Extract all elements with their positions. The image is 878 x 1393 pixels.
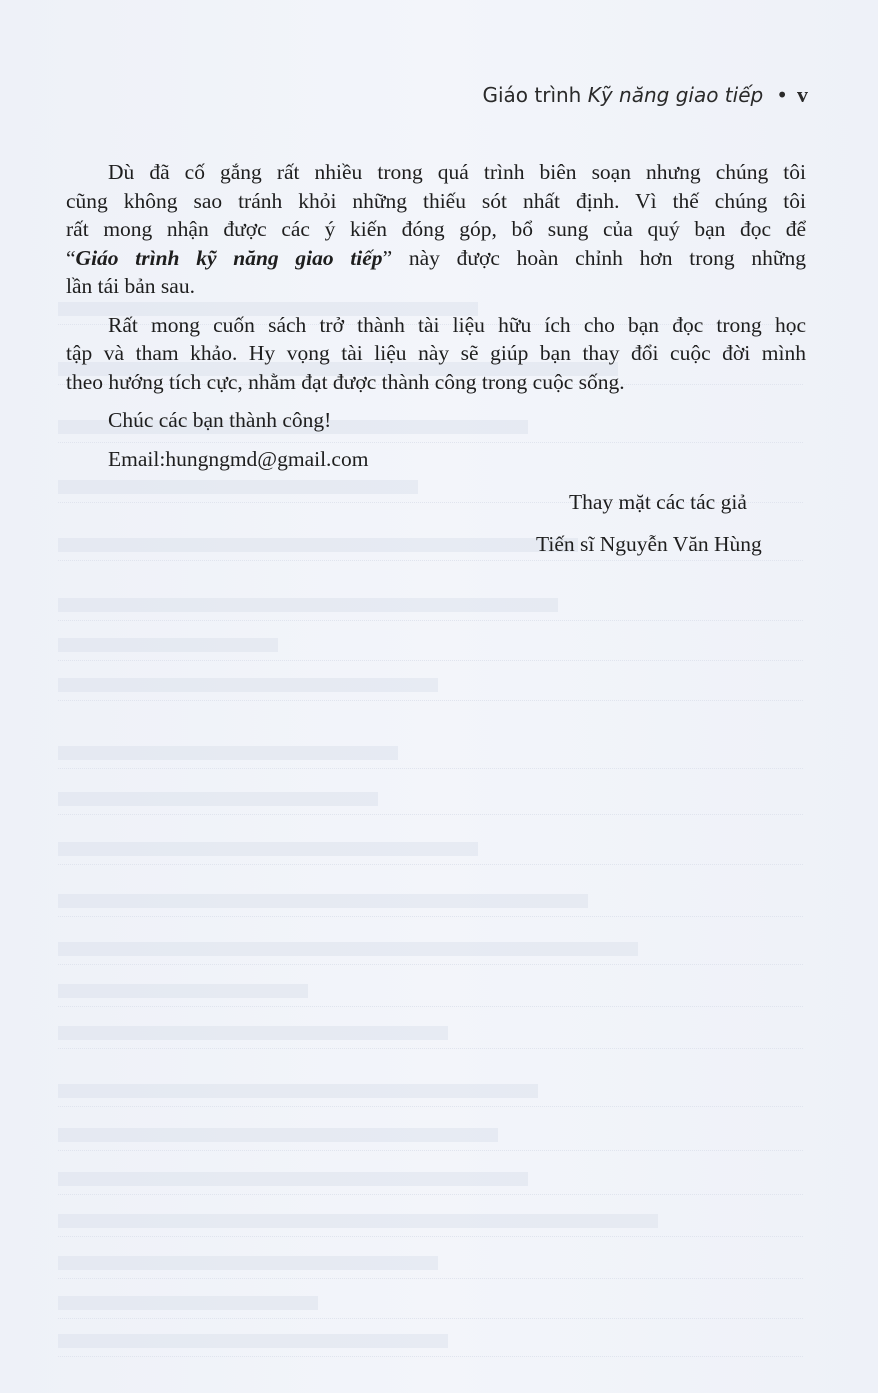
header-title-prefix: Giáo trình — [482, 83, 582, 107]
closing-wish: Chúc các bạn thành công! — [108, 408, 332, 432]
paragraph-2-line-1: Rất mong cuốn sách trở thành tài liệu hữu ích cho bạn đọc trong học — [108, 312, 806, 337]
paragraph-1-line-3: rất mong nhận được các ý kiến đóng góp, bổ sung của quý bạn đọc để — [66, 217, 806, 241]
paragraph-1-line-5: lần tái bản sau. — [66, 274, 195, 298]
paragraph-1-line-1: Dù đã cố gắng rất nhiều trong quá trình biên soạn nhưng chúng tôi — [108, 160, 806, 184]
page-number: v — [797, 82, 808, 107]
paragraph-1-line-4-rest: ” này được hoàn chỉnh hơn trong những — [382, 245, 806, 270]
signature-line-2: Tiến sĩ Nguyễn Văn Hùng — [536, 532, 762, 556]
header-title-italic: Kỹ năng giao tiếp — [587, 83, 764, 107]
body-text — [66, 158, 806, 473]
paragraph-1-line-2: cũng không sao tránh khỏi những thiếu sót nhất định. Vì thế chúng tôi — [66, 188, 806, 213]
contact-email: Email:hungngmd@gmail.com — [108, 446, 369, 471]
running-header — [482, 82, 808, 108]
paragraph-1 — [66, 158, 806, 301]
paragraph-2-line-2: tập và tham khảo. Hy vọng tài liệu này sẽ giúp bạn thay đổi cuộc đời mình — [66, 341, 806, 365]
header-bullet: • — [776, 83, 788, 107]
paragraph-2-line-3: theo hướng tích cực, nhằm đạt được thành công trong cuộc sống. — [66, 369, 625, 394]
signature-line-1: Thay mặt các tác giả — [569, 490, 747, 514]
paragraph-1-line-4 — [66, 244, 806, 273]
book-title-emphasis: Giáo trình kỹ năng giao tiếp — [75, 245, 383, 270]
paragraph-2 — [66, 311, 806, 397]
open-quote: “ — [66, 245, 76, 270]
